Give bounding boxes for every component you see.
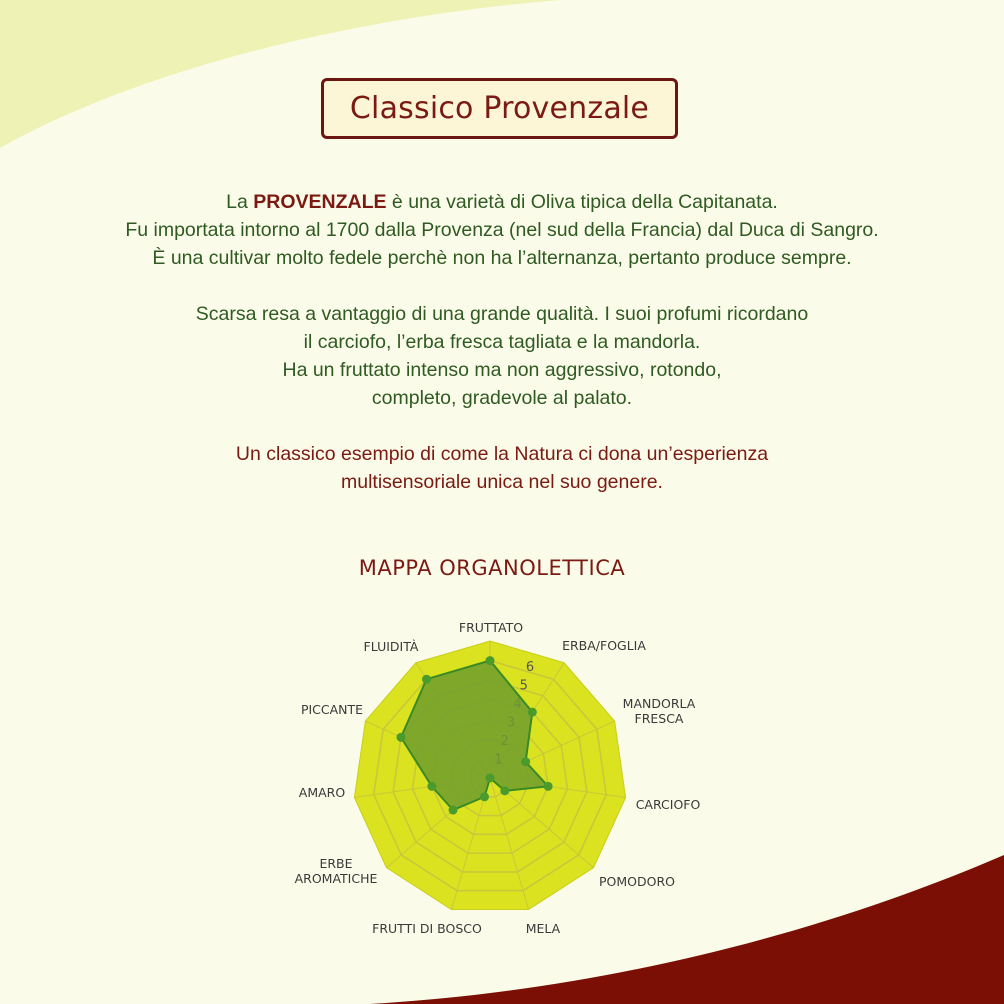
radar-tick-label: 5 <box>519 678 528 694</box>
intro-line-3: È una cultivar molto fedele perchè non ha l’alternanza, pertanto produce sempre. <box>152 247 852 269</box>
description-line: Scarsa resa a vantaggio di una grande qualità. I suoi profumi ricordano <box>195 303 809 325</box>
radar-data-point <box>427 782 436 791</box>
radar-category-label: ERBE <box>319 856 353 871</box>
radar-category-label: CARCIOFO <box>635 797 701 812</box>
radar-data-point <box>449 806 458 815</box>
radar-data-point <box>544 782 553 791</box>
radar-category-label: MELA <box>525 921 561 936</box>
radar-tick-label: 6 <box>525 659 535 675</box>
chart-title: MAPPA ORGANOLETTICA <box>358 556 626 580</box>
radar-data-point <box>480 792 489 801</box>
cultivar-name: PROVENZALE <box>253 191 387 213</box>
intro-line-1-end: è una varietà di Oliva tipica della Capitanata. <box>386 191 778 213</box>
description-line: completo, gradevole al palato. <box>371 387 633 409</box>
radar-category-label: AROMATICHE <box>294 871 378 886</box>
radar-category-label: AMARO <box>298 785 346 800</box>
radar-category-label: POMODORO <box>599 874 675 889</box>
radar-category-label: FLUIDITÀ <box>363 639 419 654</box>
description-line: Ha un fruttato intenso ma non aggressivo, rotondo, <box>282 359 722 381</box>
radar-data-point <box>521 757 530 766</box>
radar-data-point <box>422 675 431 684</box>
radar-data-point <box>486 774 495 783</box>
radar-data-point <box>528 708 537 717</box>
radar-category-label: MANDORLA <box>622 696 696 711</box>
radar-data-point <box>500 786 509 795</box>
radar-data-point <box>486 656 495 665</box>
closing-line: Un classico esempio di come la Natura ci dona un’esperienza <box>235 443 769 465</box>
closing-line: multisensoriale unica nel suo genere. <box>341 471 663 493</box>
radar-category-label: FRUTTATO <box>458 620 524 635</box>
page-title: Classico Provenzale <box>349 91 650 126</box>
radar-category-label: FRESCA <box>634 711 684 726</box>
radar-category-label: ERBA/FOGLIA <box>562 638 646 653</box>
radar-category-label: FRUTTI DI BOSCO <box>372 921 482 936</box>
description-line: il carciofo, l’erba fresca tagliata e la mandorla. <box>303 331 701 353</box>
radar-category-label: PICCANTE <box>300 702 364 717</box>
intro-line-1-start: La <box>226 191 254 213</box>
intro-line-2: Fu importata intorno al 1700 dalla Provenza (nel sud della Francia) dal Duca di Sangro. <box>125 219 879 241</box>
radar-data-point <box>396 733 405 742</box>
